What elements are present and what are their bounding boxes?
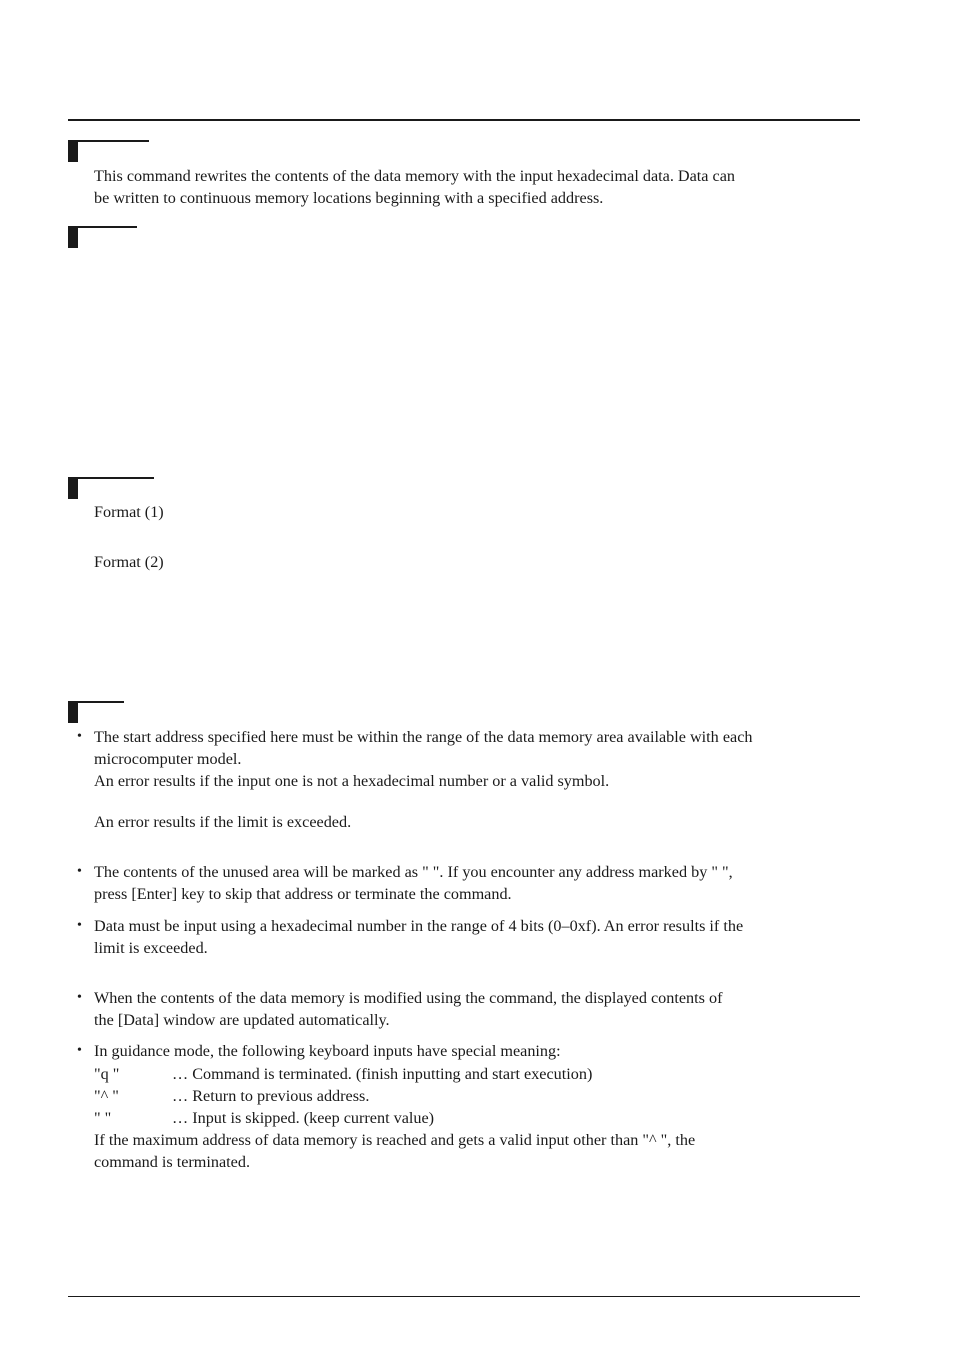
key-row-caret <box>94 1085 369 1107</box>
header-rule <box>68 119 860 121</box>
note-2-line-2: press [Enter] key to skip that address or terminate the command. <box>94 885 512 903</box>
note-2-line-1: The contents of the unused area will be marked as " ". If you encounter any address marked by " ", <box>94 863 733 881</box>
note-1-line-3: An error results if the input one is not a hexadecimal number or a valid symbol. <box>94 772 610 790</box>
footer-rule <box>68 1296 860 1297</box>
key-q: "q " <box>94 1065 120 1083</box>
key-caret-desc: … Return to previous address. <box>172 1087 370 1105</box>
note-5-line-5: If the maximum address of data memory is reached and gets a valid input other than "^ ", the <box>94 1131 696 1149</box>
key-row-skip <box>94 1107 434 1129</box>
note-3-line-2: limit is exceeded. <box>94 939 208 957</box>
note-4-line-2: the [Data] window are updated automatically. <box>94 1011 390 1029</box>
bullet-5: • <box>77 1043 82 1058</box>
note-5-line-1: In guidance mode, the following keyboard inputs have special meaning: <box>94 1042 561 1060</box>
note-1-line-4: An error results if the limit is exceeded. <box>94 813 352 831</box>
bullet-2: • <box>77 864 82 879</box>
key-skip: " " <box>94 1109 112 1127</box>
key-skip-desc: … Input is skipped. (keep current value) <box>172 1109 435 1127</box>
key-q-desc: … Command is terminated. (finish inputting and start execution) <box>172 1065 593 1083</box>
note-4-line-1: When the contents of the data memory is modified using the command, the displayed contents of <box>94 989 723 1007</box>
note-3-line-1: Data must be input using a hexadecimal number in the range of 4 bits (0–0xf). An error results if the <box>94 917 744 935</box>
key-row-q <box>94 1063 592 1085</box>
bullet-4: • <box>77 990 82 1005</box>
format-1-label: Format (1) <box>94 503 164 521</box>
note-1-line-2: microcomputer model. <box>94 750 242 768</box>
note-5-line-6: command is terminated. <box>94 1153 250 1171</box>
description-line-1: This command rewrites the contents of the data memory with the input hexadecimal data. Data can <box>94 167 735 185</box>
key-caret: "^ " <box>94 1087 119 1105</box>
note-1-line-1: The start address specified here must be within the range of the data memory area available with each <box>94 728 753 746</box>
bullet-3: • <box>77 918 82 933</box>
format-2-label: Format (2) <box>94 553 164 571</box>
description-line-2: be written to continuous memory locations beginning with a specified address. <box>94 189 604 207</box>
bullet-1: • <box>77 729 82 744</box>
